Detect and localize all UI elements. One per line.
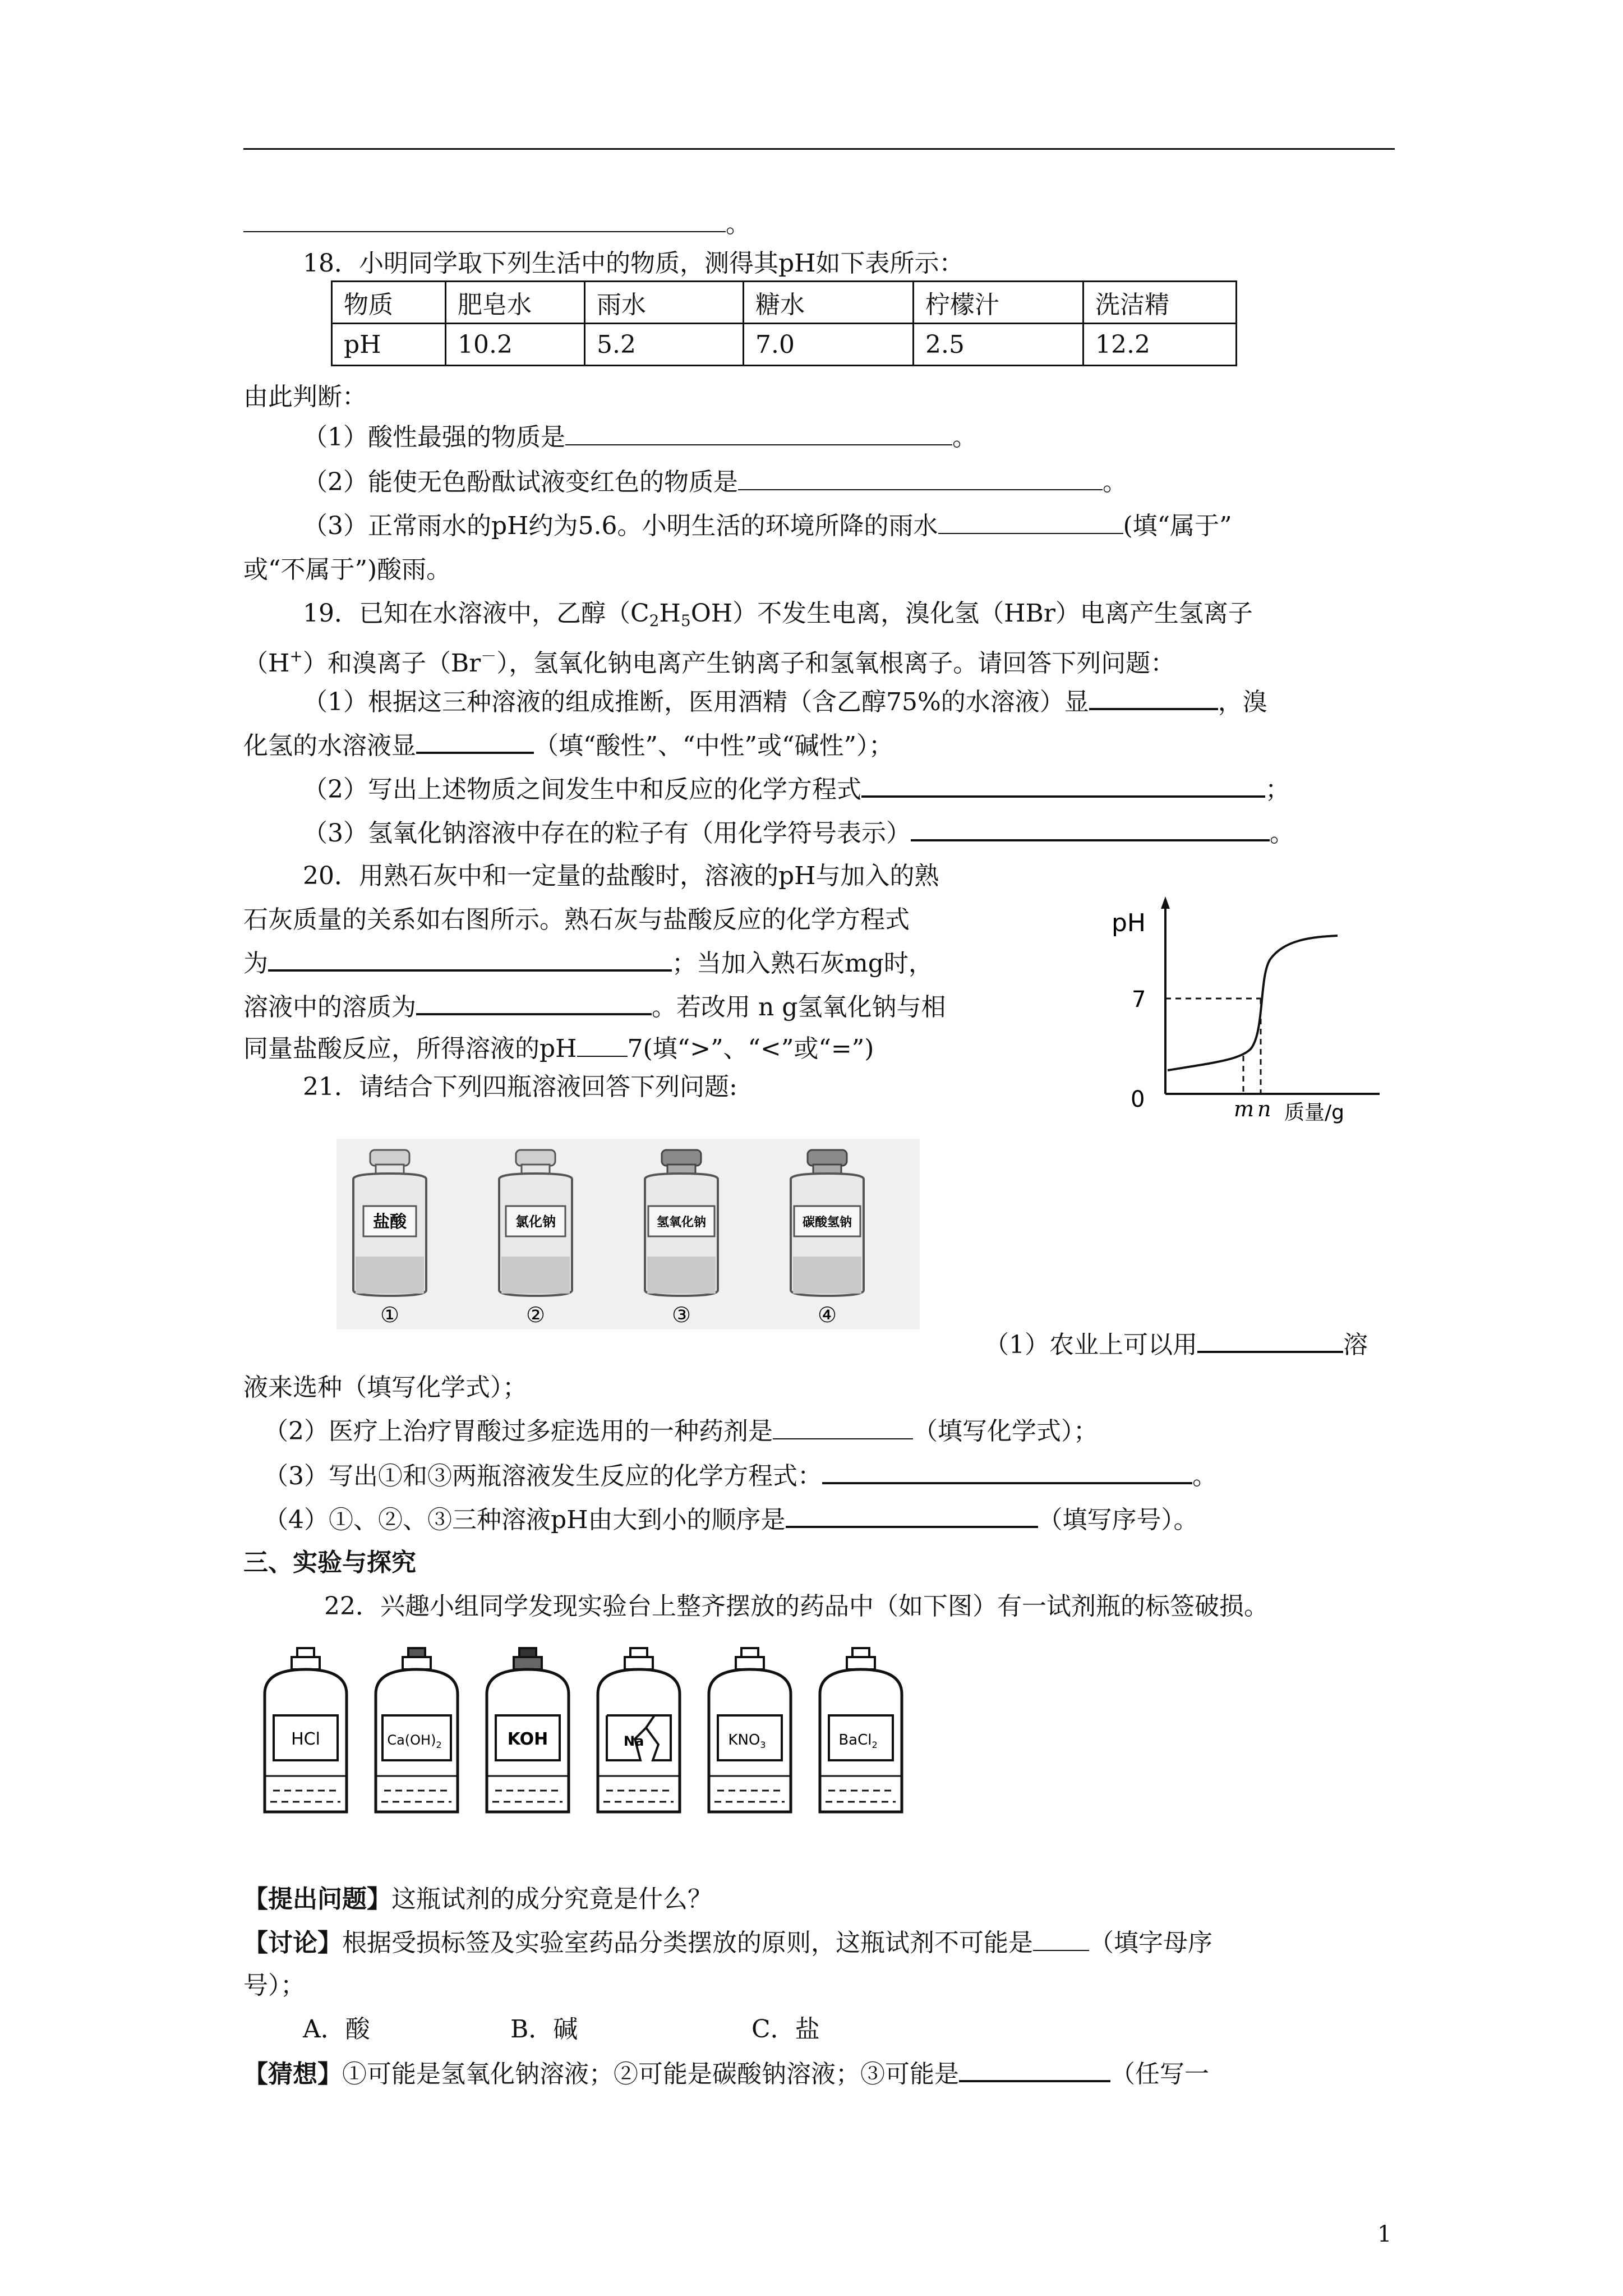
y-axis-label: pH [1112,909,1146,937]
ph-curve [1168,936,1338,1070]
table-cell: 雨水 [585,282,744,324]
q22-question: 【提出问题】这瓶试剂的成分究竟是什么？ [243,1885,712,1913]
answer-blank[interactable] [911,817,1270,841]
table-cell: 12.2 [1083,324,1237,366]
q20-line3: 为 ；当加入熟石灰mg时， [243,947,933,979]
answer-blank[interactable] [1197,1328,1343,1353]
q18-conclude: 由此判断： [243,383,367,411]
answer-blank[interactable] [1033,1927,1089,1951]
q19-line1: 19．已知在水溶液中，乙醇$(C_2H_5OH)$不发生电离，溴化氢（HBr）电离产生氢离子 [303,599,1253,630]
answer-blank[interactable] [268,947,672,972]
table-cell: pH [332,324,446,366]
y-tick-label: 7 [1132,987,1146,1013]
bottle-label: 盐酸 [373,1212,407,1232]
six-reagent-bottles-figure [253,1644,921,1829]
q19-part2: （2）写出上述物质之间发生中和反应的化学方程式 ； [303,773,1290,806]
reagent-label: $Ca(OH)_2$ [387,1732,442,1750]
bottle-label: 碳酸氢钠 [802,1216,852,1230]
reagent-label: Na [624,1733,644,1749]
q19-part1-cont: 化氢的水溶液显 （填“酸性”、“中性”或“碱性”）； [243,729,893,762]
table-row [332,324,1237,366]
q21-part2: （2）医疗上治疗胃酸过多症选用的一种药剂是 （填写化学式）； [264,1417,1098,1446]
section-heading: 三、实验与探究 [243,1548,416,1577]
q18-part2: （2）能使无色酚酞试液变红色的物质是 。 [303,468,1127,496]
q19-part3: （3）氢氧化钠溶液中存在的粒子有（用化学符号表示） 。 [303,817,1294,849]
reagent-bottle-2 [376,1648,458,1812]
page-number: 1 [1377,2221,1392,2247]
q22-guess: 【猜想】①可能是氢氧化钠溶液；②可能是碳酸钠溶液；③可能是 （任写一 [243,2058,1209,2090]
q22-discussion: 【讨论】根据受损标签及实验室药品分类摆放的原则，这瓶试剂不可能是 （填字母序 [243,1929,1212,1957]
answer-blank[interactable] [786,1503,1038,1528]
q22-option-c: C．盐 [751,2015,820,2044]
table-cell: 10.2 [446,324,585,366]
q18-part3-cont: 或“不属于”)酸雨。 [243,555,451,584]
q22-intro: 22．兴趣小组同学发现实验台上整齐摆放的药品中（如下图）有一试剂瓶的标签破损。 [324,1592,1269,1621]
q18-intro: 18．小明同学取下列生活中的物质，测得其pH如下表所示： [303,249,964,278]
q21-part1-cont: 液来选种（填写化学式）； [243,1373,527,1402]
answer-blank[interactable] [861,773,1265,798]
x-tick-n: n [1257,1097,1271,1121]
q22-option-b: B．碱 [510,2015,578,2044]
bottle-label: 氢氧化钠 [656,1216,707,1230]
q22-discussion-cont: 号）； [243,1971,305,2000]
q17-answer-tail: 。 [243,209,750,240]
reagent-label: BaCl$_2$ [838,1732,878,1750]
answer-blank[interactable] [938,510,1123,534]
x-tick-m: m [1234,1097,1255,1121]
q19-line2: （H+）和溴离子（Br－），氢氧化钠电离产生钠离子和氢氧根离子。请回答下列问题： [243,647,1175,678]
answer-blank[interactable] [738,467,1103,490]
bottle-label: 氯化钠 [515,1214,556,1230]
table-cell: 5.2 [585,324,744,366]
q19-part1: （1）根据这三种溶液的组成推断，医用酒精（含乙醇75%的水溶液）显 ，溴 [303,685,1267,718]
q21-part4: （4）①、②、③三种溶液pH由大到小的顺序是 （填写序号）。 [264,1503,1198,1536]
q20-line1: 20．用熟石灰中和一定量的盐酸时，溶液的pH与加入的熟 [303,862,939,890]
ph-table [331,280,1237,366]
header-rule [243,148,1395,150]
answer-blank[interactable] [822,1460,1192,1484]
answer-blank[interactable] [1089,685,1218,710]
q18-part3: （3）正常雨水的pH约为5.6。小明生活的环境所降的雨水 (填“属于” [303,512,1232,540]
q21-part3: （3）写出①和③两瓶溶液发生反应的化学方程式： 。 [264,1460,1217,1492]
table-cell: 肥皂水 [446,282,585,324]
table-row [332,282,1237,324]
bottle-number: ③ [671,1303,691,1327]
table-cell: 2.5 [914,324,1083,366]
table-cell: 洗洁精 [1083,282,1237,324]
q22-option-a: A．酸 [303,2015,370,2044]
table-cell: 7.0 [744,324,914,366]
four-bottles-figure [336,1139,920,1329]
reagent-bottle-5 [709,1648,791,1812]
table-cell: 物质 [332,282,446,324]
answer-blank[interactable] [243,209,726,232]
ph-curve-graph [1099,892,1413,1128]
table-cell: 糖水 [744,282,914,324]
reagent-label: KOH [507,1729,548,1749]
bottle-number: ④ [817,1303,837,1327]
q20-line4: 溶液中的溶质为 。若改用 n g氢氧化钠与相 [243,991,946,1023]
answer-blank[interactable] [565,422,952,445]
origin-label: 0 [1131,1087,1145,1112]
q20-line2: 石灰质量的关系如右图所示。熟石灰与盐酸反应的化学方程式 [243,905,910,934]
q21-part1: （1）农业上可以用 溶 [984,1328,1368,1361]
reagent-label: HCl [291,1729,320,1749]
answer-blank[interactable] [416,729,534,754]
reagent-bottle-6 [820,1648,902,1812]
bottle-number: ② [525,1303,546,1327]
q21-intro: 21．请结合下列四瓶溶液回答下列问题: [303,1073,737,1101]
q20-line5: 同量盐酸反应，所得溶液的pH 7(填“>”、“<”或“=”) [243,1034,874,1063]
x-axis-label: 质量/g [1284,1101,1344,1124]
reagent-bottle-3 [487,1648,569,1812]
reagent-label: $KNO_3$ [728,1732,766,1750]
y-axis-arrow-icon [1161,896,1170,909]
answer-blank[interactable] [773,1416,913,1439]
answer-blank[interactable] [416,991,652,1015]
table-cell: 柠檬汁 [914,282,1083,324]
answer-blank[interactable] [577,1033,628,1057]
q18-part1: （1）酸性最强的物质是 。 [303,423,977,452]
answer-blank[interactable] [959,2058,1110,2082]
reagent-bottle-1 [265,1648,347,1812]
reagent-bottle-4-damaged [598,1648,680,1812]
bottle-number: ① [380,1303,400,1327]
